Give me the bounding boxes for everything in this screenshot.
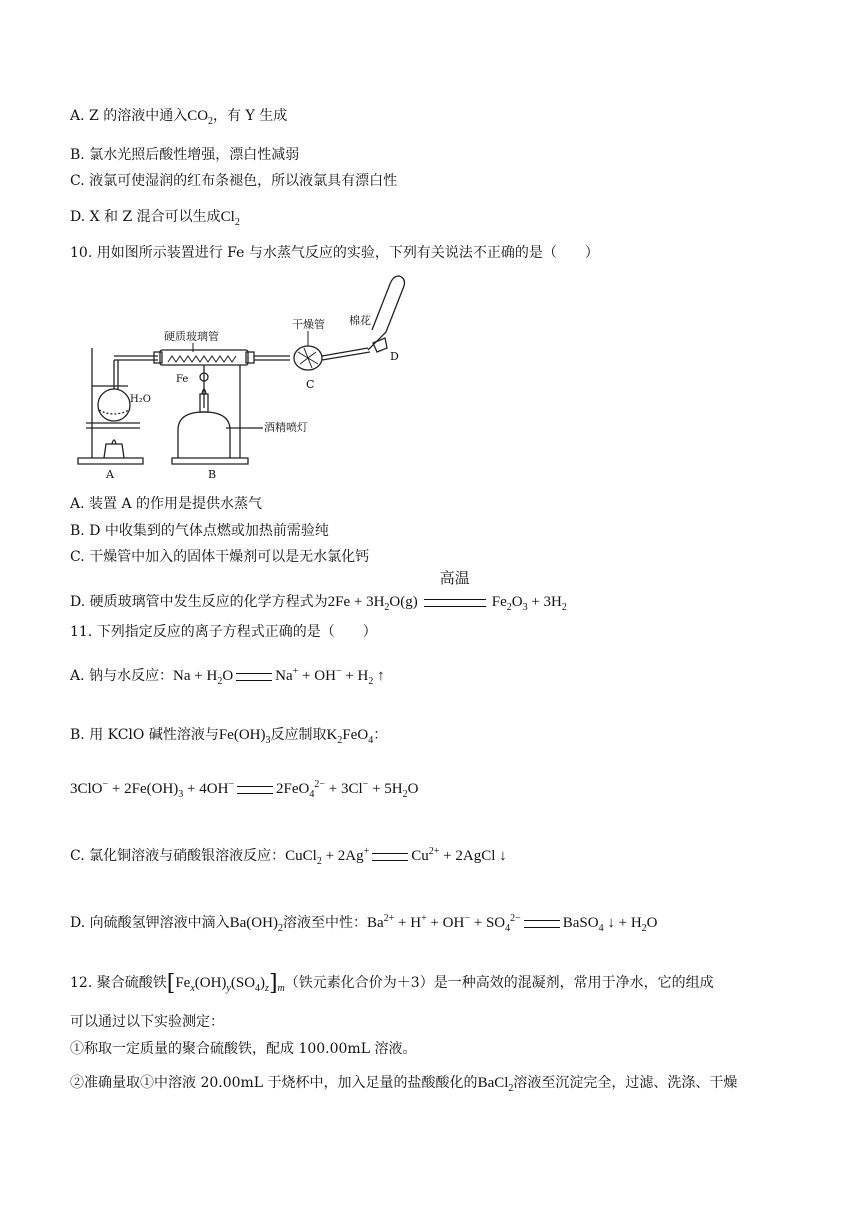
formula-baoh2: $Ba(OH)_2$ — [229, 915, 283, 934]
option-10d — [70, 570, 567, 613]
label-fe: Fe — [176, 374, 189, 385]
option-text: C. 氯化铜溶液与硝酸银溶液反应： — [70, 848, 286, 864]
formula-polymeric-ferric-sulfate: $[Fe_x(OH)_y(SO_4)_z]_m$ — [166, 971, 285, 996]
option-text: D. 硬质玻璃管中发生反应的化学方程式为 — [70, 594, 328, 610]
option-text: D. 向硫酸氢钾溶液中滴入 — [70, 915, 230, 931]
option-text: 溶液至中性： — [282, 915, 367, 931]
label-cotton: 棉花 — [349, 314, 371, 327]
option-text: 反应制取 — [270, 727, 327, 743]
option-text: ，有 Y 生成 — [213, 108, 288, 124]
option-text: 溶液至沉淀完全，过滤、洗涤、干燥 — [513, 1075, 738, 1091]
formula-bacl2: BaCl$_2$ — [477, 1075, 514, 1094]
option-11c — [70, 846, 507, 866]
option-11a — [70, 666, 385, 686]
option-9a — [70, 106, 287, 126]
option-text: ②准确量取①中溶液 20.00mL 于烧杯中，加入足量的盐酸酸化的 — [70, 1075, 478, 1091]
question-10-stem: 10. 用如图所示装置进行 Fe 与水蒸气反应的实验，下列有关说法不正确的是（ ） — [70, 245, 599, 261]
question-11-stem: 11. 下列指定反应的离子方程式正确的是（ ） — [70, 624, 377, 640]
formula-cl2: $Cl_2$ — [220, 209, 240, 228]
option-text: 12. 聚合硫酸铁 — [70, 975, 167, 991]
label-b: B — [208, 468, 217, 478]
formula-k2feo4: $K_2FeO_4$ — [326, 727, 374, 746]
question-12-stem — [70, 973, 714, 994]
option-text: B. 用 KClO 碱性溶液与 — [70, 727, 219, 743]
formula-co2: $CO_2$ — [187, 108, 214, 127]
option-text: A. Z 的溶液中通入 — [70, 108, 188, 124]
equation-cucl2-ag: CuCl$_2$ + 2Ag+ $Cu^{2+}$ + 2AgCl ↓ — [285, 846, 507, 867]
option-10a: A. 装置 A 的作用是提供水蒸气 — [70, 496, 263, 512]
label-hard-glass-tube: 硬质玻璃管 — [164, 330, 219, 343]
option-11b — [70, 725, 387, 745]
option-11d — [70, 913, 658, 933]
option-text: D. X 和 Z 混合可以生成 — [70, 209, 221, 225]
label-dry-tube: 干燥管 — [292, 318, 325, 331]
equation-fe-h2o: $2Fe + 3H_2O(g)$ 高温 $Fe_2O_3 + 3H_2$ — [327, 570, 567, 613]
option-10c: C. 干燥管中加入的固体干燥剂可以是无水氯化钙 — [70, 549, 370, 565]
question-12-line2: 可以通过以下实验测定： — [70, 1014, 224, 1030]
option-text: A. 钠与水反应： — [70, 668, 174, 684]
option-9c: C. 液氯可使湿润的红布条褪色，所以液氯具有漂白性 — [70, 173, 398, 189]
equation-na-h2o: $Na + H_2O$ $Na^+ + OH^- + H_2$ ↑ — [173, 666, 385, 687]
label-h2o: H₂O — [130, 394, 151, 405]
label-lamp: 酒精喷灯 — [264, 421, 308, 434]
option-9d — [70, 207, 240, 227]
formula-feoh3: $Fe(OH)_3$ — [218, 727, 271, 746]
label-c: C — [306, 378, 315, 391]
reaction-condition: 高温 — [439, 570, 470, 587]
label-d: D — [390, 350, 399, 363]
equation-11b: $3ClO^- + 2Fe(OH)_3 + 4OH^-$ $2FeO_4^{2-} + 3Cl^- + 5H_2O$ — [70, 779, 419, 800]
apparatus-figure — [68, 268, 418, 478]
question-12-step2 — [70, 1073, 737, 1093]
question-12-step1: ①称取一定质量的聚合硫酸铁，配成 100.00mL 溶液。 — [70, 1041, 417, 1057]
equation-ba-so4: $Ba^{2+} + H^+ + OH^- + SO_4^{2-}$ BaSO$_4$ ↓ + $H_2O$ — [366, 913, 658, 934]
label-a: A — [106, 468, 114, 478]
option-10b: B. D 中收集到的气体点燃或加热前需验纯 — [70, 523, 329, 539]
option-text: ： — [373, 727, 388, 743]
option-9b: B. 氯水光照后酸性增强，漂白性减弱 — [70, 147, 300, 163]
option-text: （铁元素化合价为＋3）是一种高效的混凝剂，常用于净水，它的组成 — [284, 975, 714, 991]
